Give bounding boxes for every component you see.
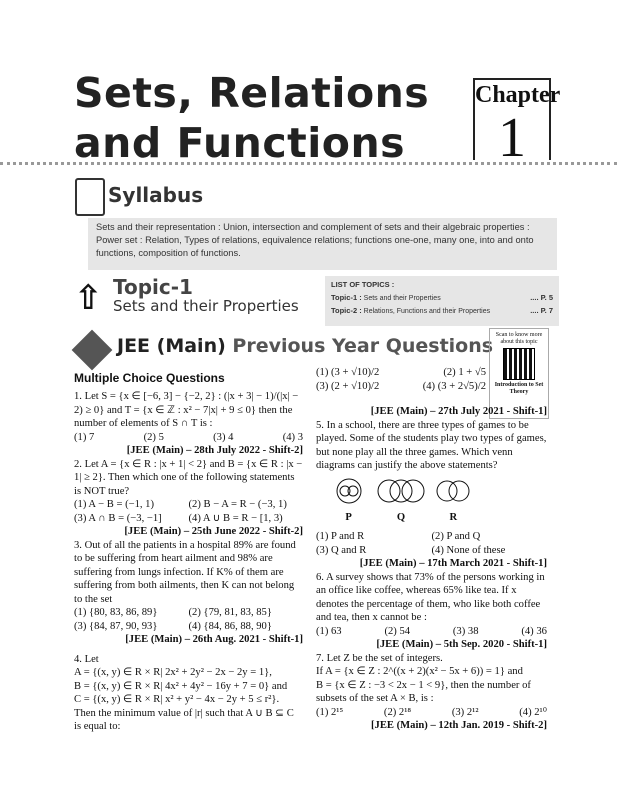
question-source: [JEE (Main) – 17th March 2021 - Shift-1] [359,558,547,569]
option: (4) {84, 86, 88, 90} [188,620,272,632]
question-4-set-b: B = {(x, y) ∈ R × R| 4x² + 4y² − 16y + 7 = 0} and [74,680,288,692]
list-item [331,292,553,305]
question-source: [JEE (Main) – 28th July 2022 - Shift-2] [126,445,303,456]
option: (1) (3 + √10)/2 [316,367,380,378]
option-row [316,380,486,394]
chapter-number: 1 [498,107,526,169]
option: (4) 3 [282,431,303,443]
title-line-2: and Functions [74,119,406,167]
option: (1) 7 [74,431,95,443]
option: (2) 5 [143,431,164,443]
options [74,431,303,445]
options [74,606,303,633]
options [74,498,303,525]
option: (3) 38 [452,625,479,637]
topic-name: Sets and their Properties [113,297,299,315]
question-source: [JEE (Main) – 27th July 2021 - Shift-1] [370,406,547,417]
option: (3) {84, 87, 90, 93} [74,620,158,632]
chapter-title [74,68,429,168]
venn-r-figure [435,477,471,511]
option: (2) 1 + √5 [443,367,486,378]
option: (3) 4 [213,431,234,443]
list-item [331,305,553,318]
venn-label: Q [396,511,406,523]
syllabus-text: Sets and their representation : Union, intersection and complement of sets and their algebraic properties : Power set : Relation, Types of relations, equivalence relations; functions one-one, many one, into and onto functions, composition of functions. [96,222,534,258]
topic-item-text: Sets and their Properties [363,295,441,302]
topic-item-page: .... P. 7 [530,306,553,315]
venn-p [331,477,367,525]
option: (1) P and R [316,531,365,542]
question-6: 6. A survey shows that 73% of the persons working in an office like coffee, whereas 65% like tea. If x denotes the percentage of them, who like both coffee and tea, then x cannot be : [316,571,545,623]
venn-q [376,477,426,525]
jee-heading-a: JEE (Main) [117,335,226,357]
option: (3) A ∩ B = (−3, −1] [74,512,162,524]
options [316,530,547,557]
option: (3) (2 + √10)/2 [316,380,380,392]
option: (2) {79, 81, 83, 85} [188,607,272,618]
option: (2) 54 [384,625,411,637]
options [316,625,547,639]
question-source: [JEE (Main) – 26th Aug. 2021 - Shift-1] [125,634,303,645]
option-row [316,366,486,380]
right-column [316,366,547,733]
left-column [74,390,303,734]
venn-q-figure [376,477,426,511]
venn-label: P [345,511,352,523]
question-4-ask: Then the minimum value of |r| such that A ∪ B ⊆ C is equal to: [74,707,294,732]
chapter-label: Chapter [475,82,561,108]
topic-item-label: Topic-1 : [331,293,362,302]
syllabus-heading: Syllabus [108,183,204,207]
question-7-set-b: B = {x ∈ Z : −3 < 2x − 1 < 9}, then the number of subsets of the set A × B, is : [316,679,531,704]
option: (1) 63 [316,625,342,637]
clipboard-icon [75,178,105,216]
question-7-set-a: If A = {x ∈ Z : 2^((x + 2)(x² − 5x + 6)) = 1} and [316,666,523,677]
chapter-box [473,78,561,169]
topic-item-text: Relations, Functions and their Properties [363,308,491,315]
option: (3) 2¹² [451,706,479,718]
venn-r [435,477,471,525]
question-1: 1. Let S = {x ∈ [−6, 3] − {−2, 2} : (|x + 3| − 1)/(|x| − 2) ≥ 0} and T = {x ∈ ℤ : x² − 7|x| + 9 ≤ 0} then the number of elements of S ∩ T is : [74,391,299,429]
option: (1) {80, 83, 86, 89} [74,607,158,618]
list-of-topics-heading: LIST OF TOPICS : [331,280,395,289]
option: (1) A − B = (−1, 1) [74,499,155,510]
question-source: [JEE (Main) – 12th Jan. 2019 - Shift-2] [371,720,547,731]
option: (1) 2¹⁵ [316,706,344,718]
question-3: 3. Out of all the patients in a hospital 89% are found to be suffering from heart ailment and 98% are suffering from lungs infection. If K% of them are suffering from both ailments, then K can not belong to the set [74,539,296,605]
question-4-set-c: C = {(x, y) ∈ R × R| x² + y² − 4x − 2y + 5 ≤ r²}. [74,694,280,705]
mcq-heading: Multiple Choice Questions [74,371,225,385]
list-of-topics [325,276,559,326]
option: (4) 2¹⁰ [519,706,547,718]
topic-label: Topic-1 [113,275,193,299]
question-source: [JEE (Main) – 5th Sep. 2020 - Shift-1] [376,639,547,650]
option: (4) (3 + 2√5)/2 [422,380,486,392]
option: (4) 36 [521,625,547,637]
option: (2) B − A = R − (−3, 1) [188,499,287,510]
question-7: 7. Let Z be the set of integers. [316,652,443,664]
jee-heading [117,335,493,357]
option: (2) 2¹⁸ [383,706,412,718]
venn-label: R [449,511,458,523]
options [316,366,486,393]
topic-item-page: .... P. 5 [530,293,553,302]
venn-p-figure [331,477,367,511]
syllabus-box [88,218,557,270]
options [316,706,547,720]
jee-heading-b: Previous Year Questions [232,335,494,357]
question-source: [JEE (Main) – 25th June 2022 - Shift-2] [124,526,303,537]
qr-caption-bottom: Introduction to Set Theory [494,382,544,395]
dotted-divider [0,162,617,165]
question-4: 4. Let [74,653,99,665]
venn-diagrams [326,477,476,525]
qa-cube-icon [72,330,113,371]
qr-caption-top: Scan to know more about this topic [495,332,543,345]
question-5: 5. In a school, there are three types of games to be played. Some of the students play two types of games, but none play all the three games. Which venn diagrams can justify the above statements? [316,419,547,471]
option: (4) A ∪ B = R − [1, 3) [188,512,283,524]
topic-item-label: Topic-2 : [331,306,362,315]
question-4-set-a: A = {(x, y) ∈ R × R| 2x² + 2y² − 2x − 2y = 1}, [74,667,272,678]
question-2: 2. Let A = {x ∈ R : |x + 1| < 2} and B = {x ∈ R : |x − 1| ≥ 2}. Then which one of the following statements is NOT true? [74,458,303,497]
title-line-1: Sets, Relations [74,69,430,117]
option: (3) Q and R [316,544,367,556]
topic-arrow-icon: ⇧ [74,278,103,318]
option: (2) P and Q [431,531,481,542]
option: (4) None of these [431,544,506,556]
